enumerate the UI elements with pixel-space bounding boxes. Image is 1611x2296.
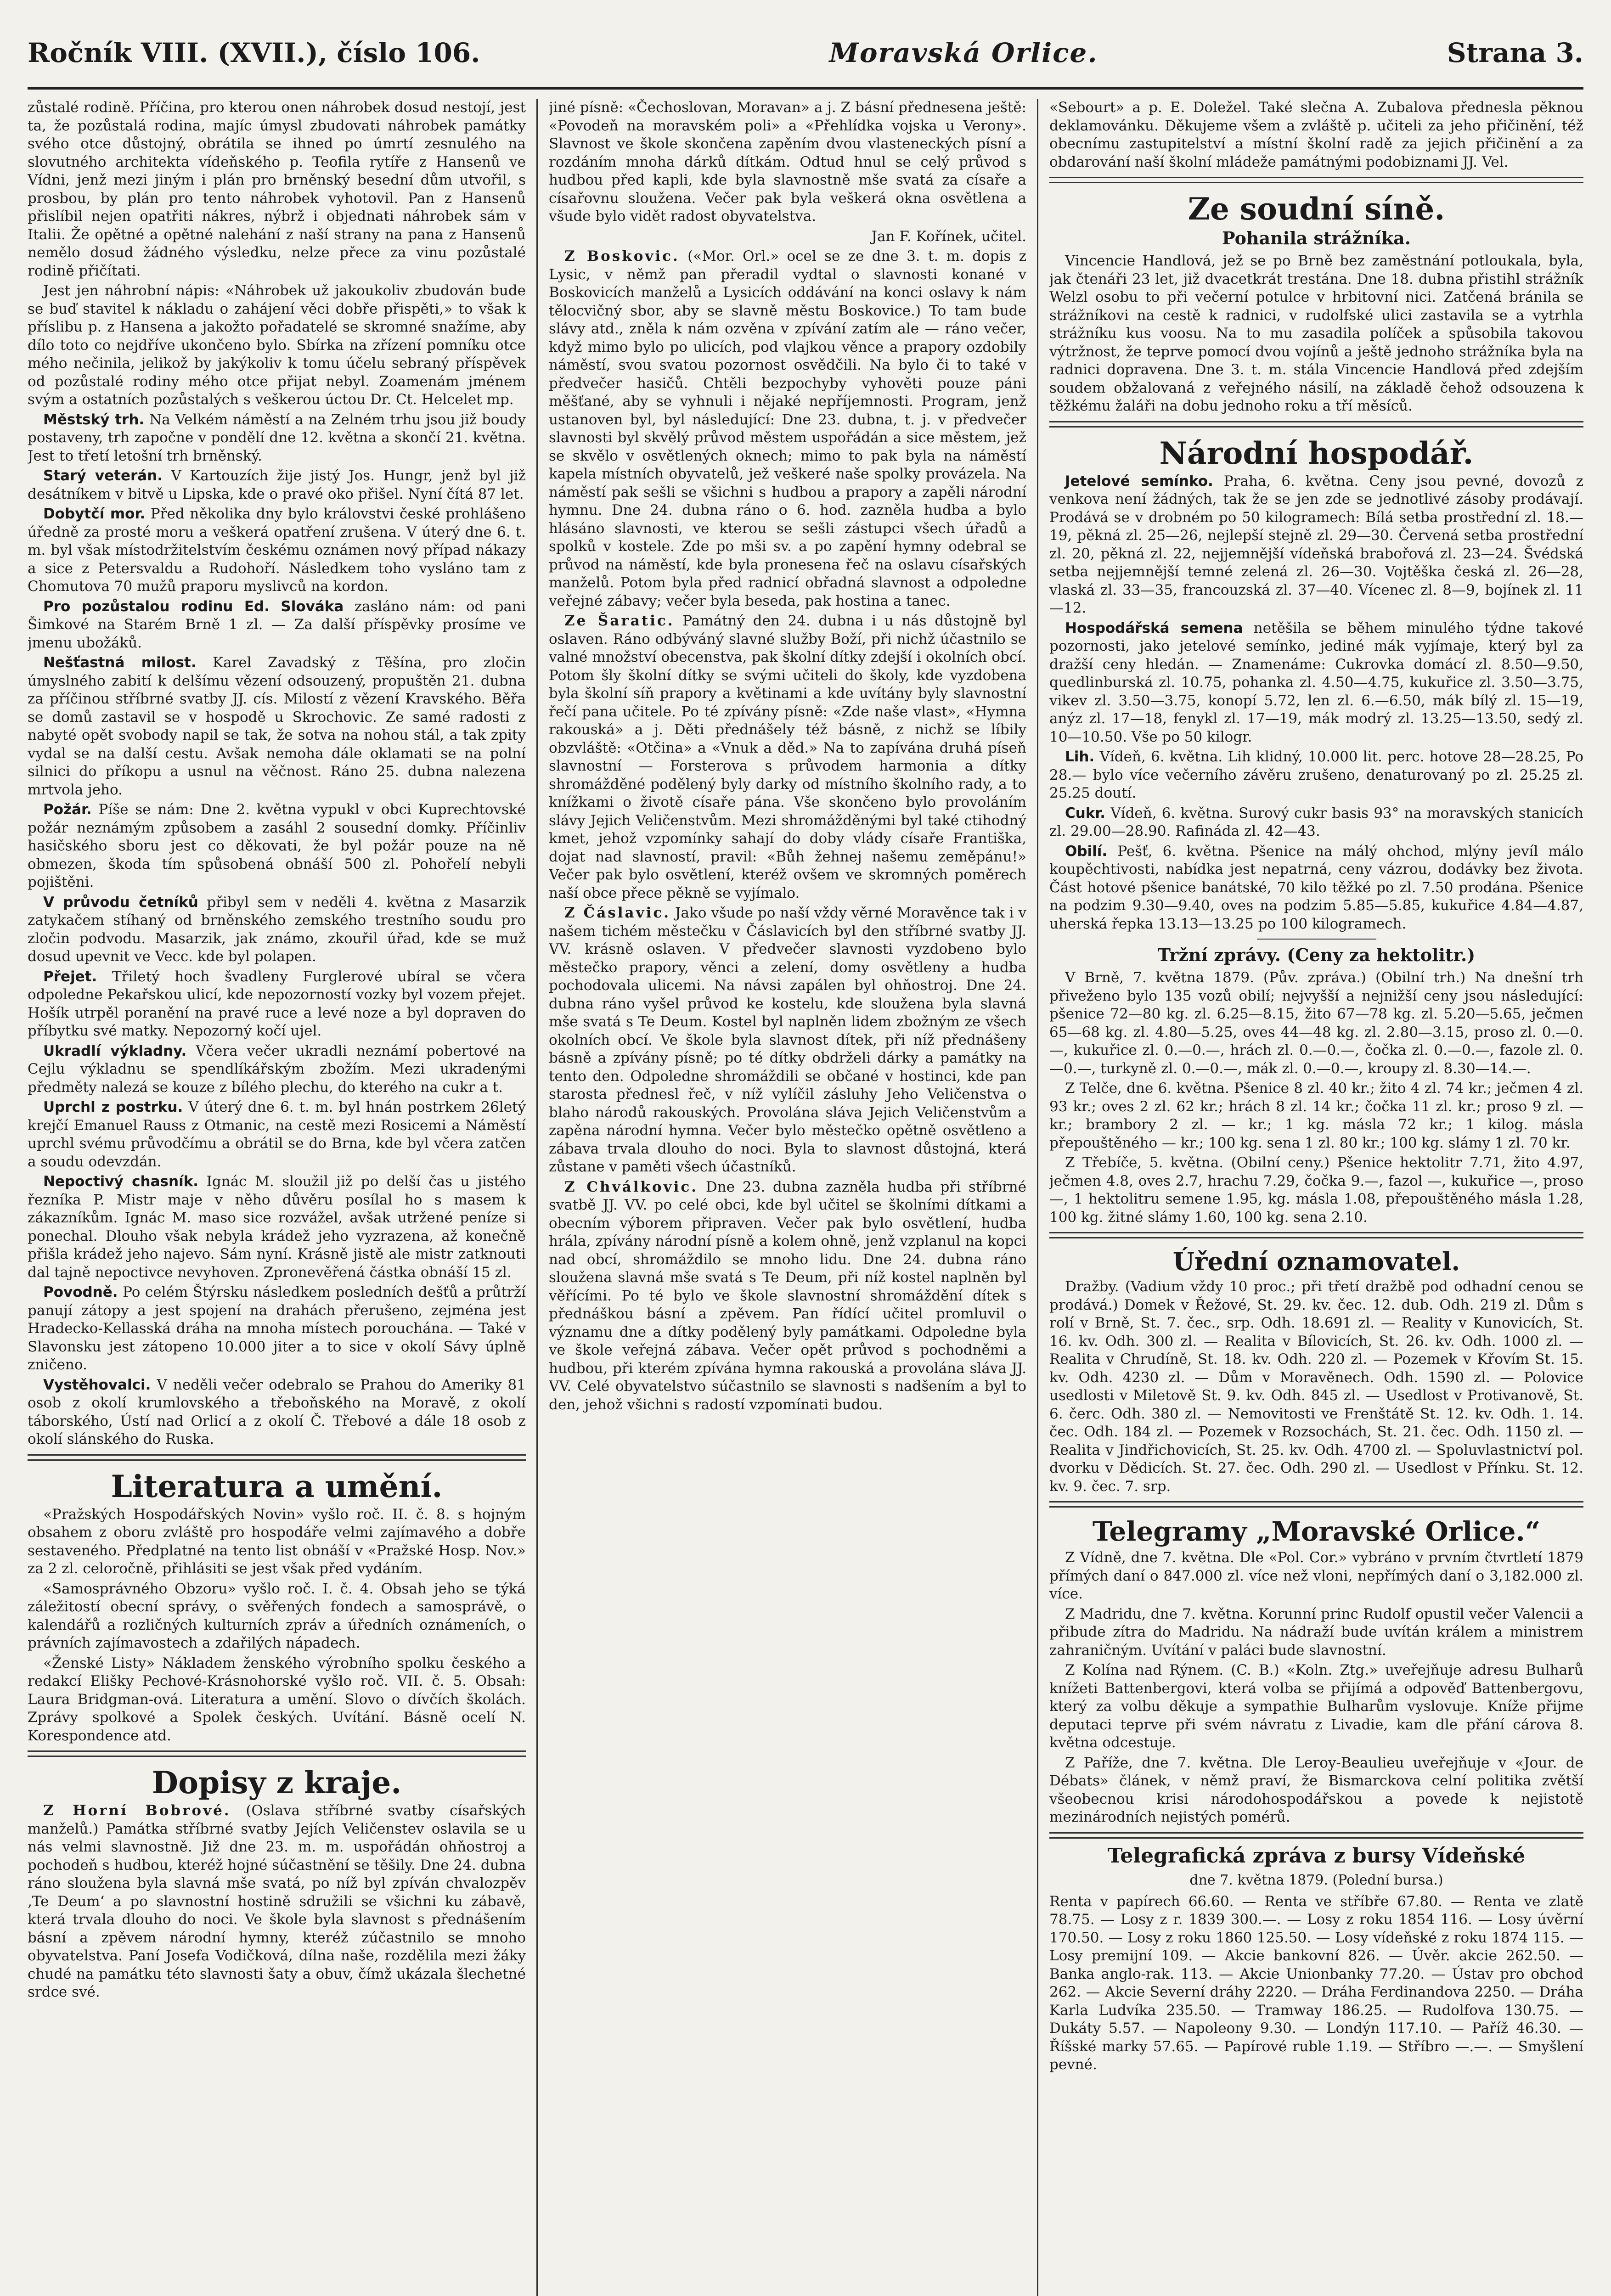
news-item xyxy=(28,1098,526,1171)
article-text: Z Telče, dne 6. května. Pšenice 8 zl. 40 kr.; žito 4 zl. 74 kr.; ječmen 4 zl. 93 kr.; oves 2 zl. 62 kr.; hrách 8 zl. 14 kr.; čočka 11 zl. kr.; proso 9 zl. — kr.; brambory 2 zl. — kr.; 1 kg. másla 72 kr.; 1 kilog. másla přepouštěného — kr.; 100 kg. sena 1 zl. 80 kr.; 100 kg. slámy 1 zl. 70 kr. xyxy=(1049,1080,1583,1151)
market-heading: Lih. xyxy=(1065,748,1095,765)
section-rule xyxy=(1049,177,1583,183)
news-item xyxy=(28,968,526,1041)
news-body: přibyl sem v neděli 4. května z Masarzik zatykačem stíhaný od brněnského zemského trestního soudu pro zločin podvodu. Masarzik, jak známo, zkouřil úřad, kde se muž dosud upevnit ve Vecc. kde byl polapen. xyxy=(28,894,526,965)
news-body: Třiletý hoch švadleny Furglerové ubíral se včera odpoledne Pekařskou ulicí, kde nepozorností vozky byl vozem přejet. Hošík utrpěl poranění na pravé ruce a levé noze a byl dopraven do příbytku své matky. Nepozorný kočí ujel. xyxy=(28,968,526,1039)
article-text: Z Madridu, dne 7. května. Korunní princ Rudolf opustil večer Valencii a přibude zítra do Madridu. Na nádraží bude uvítán králem a ministrem zahraničným. Uvítání v paláci bude slavnostní. xyxy=(1049,1605,1583,1659)
section-rule xyxy=(1049,1501,1583,1508)
news-body: Karel Zavadský z Těšína, pro zločin úmyslného zabití k delšímu vězení odsouzený, propuštěn 21. dubna za příčinou stříbrné svatby JJ. cís. Milostí z vězení Kravského. Běřa se domů zastavil se v hospodě u Skrochovic. Ze samé radosti z nabyté opět svobody napil se tak, že sotva na nohou stál, a tak zpity vydal se na další cestu. Avšak nemoha dále oklamati se na polní silnici do příkopu a usnul na věčnost. Ráno 25. dubna nalezena mrtvola jeho. xyxy=(28,654,526,798)
market-body: Vídeň, 6. května. Lih klidný, 10.000 lit. perc. hotove 28—28.25, Po 28.— bylo více večerního závěru zrušeno, denaturovaný po zl. 25.25 zl. 25.25 doutí. xyxy=(1049,748,1583,801)
news-heading: Vystěhovalci. xyxy=(43,1376,151,1393)
news-body: (Oslava stříbrné svatby císařských manželů.) Památka stříbrné svatby Jejích Veličenstev oslavila se u nás velmi slavnostně. Již dne 23. m. m. uspořádán ohňostroj a pochodeň s hudbou, kteréž hojné súčastnění se těšily. Dne 24. dubna ráno sloužena byla slavná mše svatá, po níž byl zpíván chvalozpěv ‚Te Deum‘ a po slavnostní hostině sdružili se všichni ku zábavě, která trvala dlouho do noci. Ve škole byla slavnost s přednášením básní a zpěvem národní hymny, kteréž zúčastnilo se mnoho obyvatelstva. Paní Josefa Vodičková, dílna naše, rozdělila mezi žáky chudé na památku této slavnosti šaty a obuv, čímž ukázala šlechetné srdce své. xyxy=(28,1802,526,2000)
article-text: «Sebourt» a p. E. Doležel. Také slečna A. Zubalova přednesla pěknou deklamovánku. Děkujeme všem a zvláště p. učiteli za jeho přičinění, též obecnímu zastupitelství a místní školní radě za jejich přičinění a za obdarování naší školní mládeže památnými podobiznami JJ. Vel. xyxy=(1049,99,1583,170)
news-heading: V průvodu četníků xyxy=(43,894,198,911)
news-body: Památný den 24. dubna i u nás důstojně byl oslaven. Ráno odbýváný slavné služby Boží, při nichž účastnilo se valné množství obecenstva, pak školní dítky zdejší i okolních obcí. Potom šly školní dítky se svými učiteli do školy, kde vyzdobena byla školní síň prapory a květinami a kde uvítány byly slavnostní řečí pana učitele. Po té zpívány písně: «Zde naše vlast», «Hymna rakouská» a j. Děti přednášely též básně, z nichž se líbily obzvláště: «Otčina» a «Vnuk a děd.» Na to zapívána druhá píseň slavnostní — Forsterova s průvodem harmonia a dítky shromážděné podělený byly darky od místního školního rady, a to knížkami o životě císaře pána. Vše skončeno bylo provoláním slávy Jejich Veličenstvům. Mezi shromážděnými byl také ctihodný kmet, jehož vzpomínky sahají do doby vlády císaře Františka, dojat nad slavností, pravil: «Bůh žehnej našemu zeměpánu!» Večer pak bylo osvětlení, kteréž ovšem ve skromných poměrech naší obce přece pěkně se vyjímalo. xyxy=(549,613,1026,901)
column-divider-1 xyxy=(536,99,538,2296)
news-body: V Kartouzích žije jistý Jos. Hungr, jenž byl již desátníkem v bitvě u Lipska, kde o pravé oko přišel. Nyní čítá 87 let. xyxy=(28,467,526,502)
article-text: Vincencie Handlová, jež se po Brně bez zaměstnání potloukala, byla, jak čtenáři 23 let, již dvacetkrát trestána. Dne 18. dubna přistihl strážník Welzl osobu to při večerní potulce v hrbitovní nici. Zatčená bránila se strážníkovi na cestě k radnici, v rudolfské ulici zastavila se a vytrhla strážníku kus voosu. Na to mu zasadila políček a spůsobila takovou výtržnost, že teprve pomocí dvou vojínů a ještě jednoho strážníka byla na radnici dopravena. Dne 3. t. m. stála Vincencie Handlová před zdejším soudem obžalovaná z veřejného násilí, na základě čehož odsouzena k těžkému žaláři na dobu jednoho roku a tří měsíců. xyxy=(1049,253,1583,414)
news-heading: Starý veterán. xyxy=(43,467,163,484)
news-body: Ignác M. sloužil již po delší čas u jistého řezníka P. Mistr maje v něho důvěru posílal ho s masem k zákazníkům. Ignác M. maso sice rozvážel, avšak utržené peníze si ponechal. Dlouho však nebyla krádež jeho vyzrazena, až konečně přišla krádež jeho najevo. Sám nyní. Krásně jistě ale mistr zatknouti dal tajně nepoctivce nevyhoven. Zpronevěřená částka obnáší 15 zl. xyxy=(28,1173,526,1281)
article-text: Renta v papírech 66.60. — Renta ve stříbře 67.80. — Renta ve zlatě 78.75. — Losy z r. 1839 300.—. — Losy z roku 1854 116. — Losy úvěrní 170.50. — Losy z roku 1860 125.50. — Losy vídeňské z roku 1874 115. — Losy premijní 109. — Akcie bankovní 826. — Úvěr. akcie 262.50. — Banka anglo-rak. 113. — Akcie Unionbanky 77.20. — Ústav pro obchod 262. — Akcie Severní dráhy 2220. — Dráha Ferdinandova 2250. — Dráha Karla Ludvíka 235.50. — Tramway 186.25. — Rudolfova 130.75. — Dukáty 5.57. — Napoleony 9.30. — Londýn 117.10. — Paříž 46.30. — Říšské marky 57.65. — Papírové ruble 1.19. — Stříbro —.—. — Smyšlení pevné. xyxy=(1049,1893,1583,2073)
section-rule xyxy=(28,1454,526,1461)
section-title-dopisy: Dopisy z kraje. xyxy=(152,1765,402,1801)
subsection-title: dne 7. května 1879. (Polední bursa.) xyxy=(1189,1872,1443,1888)
news-heading: Povodně. xyxy=(43,1284,118,1300)
news-heading: Pro pozůstalou rodinu Ed. Slováka xyxy=(43,598,344,615)
news-item xyxy=(549,1178,1026,1414)
section-title-telegramy: Telegramy „Moravské Orlice.“ xyxy=(1092,1516,1541,1547)
article-text: «Samosprávného Obzoru» vyšlo roč. I. č. 4. Obsah jeho se týká záležitostí obecní správy, o svěřených fondech a samosprávě, o kalendářů a rozličných kulturních zpráv a úředních oznámeních, o právních zajímavostech a zdařilých nápadech. xyxy=(28,1580,526,1651)
dateline: Z Chválkovic. xyxy=(564,1178,698,1195)
news-body: Dne 23. dubna zazněla hudba při stříbrné svatbě JJ. VV. po celé obci, kde byl učitel se školními dítkami a obecním výborem připraven. Večer pak bylo osvětlení, hudba hrála, zpívány národní písně a kolem ohně, jenž vzplanul na kopci nad obcí, shromáždilo se mnoho lidu. Dne 24. dubna ráno sloužena slavná mše svatá s Te Deum, při níž kostel naplněn byl věřícími. Po té bylo ve škole slavnostní shromáždění dítek s přednáškou básní a zpěvem. Pan řídící učitel promluvil o významu dne a dítky podělený byly památkami. Odpoledne byla ve škole veřejná zábava. Večer opět průvod s pochodněmi a hudbou, při kterém zpívána hymna rakouská a provolána sláva JJ. VV. Celé obyvatelstvo súčastnilo se slavnosti s nadšením a byl to den, jehož všichni s radostí vzpomínati budou. xyxy=(549,1178,1026,1413)
page-number: Strana 3. xyxy=(1447,37,1583,68)
market-body: Praha, 6. května. Ceny jsou pevné, dovozů z venkova není žádných, tak že se jen zde se jednotlivé zásoby prodávají. Prodává se v drobném po 50 kilogramech: Bílá setba prostřední zl. 18.—19, pěkná zl. 25—26, nejlepší stejně zl. 29—30. Červená setba prostřední zl. 20, pěkná zl. 22, nejjemnější vídeňská brabořová zl. 23—24. Švédská setba nejjemnější temné zelená zl. 26—30. Vojtěška česká zl. 26—28, vlaská zl. 33—35, francouzská zl. 37—40. Vícenec zl. 8—9, bojínek zl. 11—12. xyxy=(1049,473,1583,616)
article-text: Z Paříže, dne 7. května. Dle Leroy-Beaulieu uveřejňuje v «Jour. de Débats» článek, v němž praví, že Bismarckova celní politika zvětší všeobecnou krisi národohospodářskou a povede k nejistotě mezinárodních nejistých pomérů. xyxy=(1049,1754,1583,1825)
masthead-title: Moravská Orlice. xyxy=(829,37,1098,68)
news-heading: Přejet. xyxy=(43,968,97,985)
news-body: zasláno nám: od pani Šimkové na Starém Brně 1 zl. — Za další příspěvky prosíme ve jmenu ubožáků. xyxy=(28,598,526,651)
market-item xyxy=(1049,843,1583,934)
news-item xyxy=(549,904,1026,1176)
news-body: Včera večer ukradli neznámí pobertové na Cejlu výkladnu se spendlíkářským zbožím. Mezi ukradenými předměty nalezá se kouze z bílého plechu, do kterého na cukr a t. xyxy=(28,1042,526,1096)
signature: Jan F. Kořínek, učitel. xyxy=(871,228,1026,245)
news-item xyxy=(28,1802,526,2002)
market-heading: Obilí. xyxy=(1065,843,1108,860)
news-item xyxy=(549,248,1026,610)
news-body: V úterý dne 6. t. m. byl hnán postrkem 26letý krejčí Emanuel Rauss z Otmanic, na cestě mezi Rosicemi a Náměstí uprchl svému průvodčímu a obrátil se do Brna, kde byl včera zatčen a soudu odevzdán. xyxy=(28,1099,526,1170)
section-rule xyxy=(28,1750,526,1757)
article-text: jiné písně: «Čechoslovan, Moravan» a j. Z básní přednesena ještě: «Povodeň na moravském poli» a «Přehlídka vojska u Verony». Slavnost ve škole skončena zapěním dvou vlasteneckých písní a rozdáním mnoha dárků dítkám. Odtud hnul se celý průvod s hudbou před kapli, kde byla slavnostně mše svatá za císaře a císařovnu sloužena. Večer pak byla veškerá okna osvětlena a všude bylo vidět radost obyvatelstva. xyxy=(549,99,1026,225)
news-body: Jako všude po naší vždy věrné Moravěnce tak i v našem tichém městečku v Čáslavicích byl den stříbrné svatby JJ. VV. krásně oslaven. V předvečer slavnosti vyzdobeno bylo městečko prapory, věnci a zelení, domy osvětleny a hudba pochodovala ulicemi. Na návsi zapálen byl ohňostroj. Dne 24. dubna ráno vyšel průvod ke kostelu, kde sloužena byla slavná mše svatá s Te Deum. Kostel byl naplněn lidem zbožným ze všech okolních obcí. Ve škole byla slavnost dítek, při níž přednášeny básně a zpívány písně; po té dítky obdrželi dárky a památky na tento den. Odpoledne shromáždili se občané v hostinci, kde pan starosta přednesl řeč, v níž vylíčil zásluhy Jeho Veličenstva o blaho národů rakouských. Provolána sláva Jejich Veličenstvům a zapěna národní hymna. Večer bylo městečko opětně osvětleno a zábava trvala dlouho do noci. Byla to slavnost důstojná, která zůstane v paměti všech účastníků. xyxy=(549,905,1026,1175)
news-item xyxy=(28,1042,526,1097)
news-item xyxy=(549,612,1026,902)
news-item xyxy=(28,598,526,653)
column-2 xyxy=(549,99,1026,2296)
article-text: Z Vídně, dne 7. května. Dle «Pol. Cor.» vybráno v prvním čtvrtletí 1879 přímých daní o 847.000 zl. více než vloni, nepřímých daní o 3,182.000 zl. více. xyxy=(1049,1549,1583,1602)
dateline: Z Boskovic. xyxy=(564,248,680,264)
news-item xyxy=(28,894,526,966)
news-item xyxy=(28,654,526,799)
volume-issue: Ročník VIII. (XVII.), číslo 106. xyxy=(28,37,480,68)
news-body: V neděli večer odebralo se Prahou do Ameriky 81 osob z okolí krumlovského a třeboňského na Moravě, z okolí táborského, Ústí nad Orlicí a z okolí Č. Třebové a dále 18 osob z okolí slánského do Ruska. xyxy=(28,1376,526,1447)
dateline: Ze Šaratic. xyxy=(564,613,675,629)
news-item xyxy=(28,411,526,466)
article-text: Z Kolína nad Rýnem. (C. B.) «Koln. Ztg.» uveřejňuje adresu Bulharů knížeti Battenbergovi, která volba se přijímá a odpověď Battenbergovu, který za volbu děkuje a sympathie Bulharům vyslovuje. Kníže přijme deputaci teprve při svém návratu z Livadie, kam dle přání cárova 8. května odcestuje. xyxy=(1049,1662,1583,1751)
column-3 xyxy=(1049,99,1583,2296)
news-heading: Ukradlí výkladny. xyxy=(43,1042,187,1059)
dateline: Z Čáslavic. xyxy=(564,905,671,921)
column-1 xyxy=(28,99,526,2296)
news-body: Po celém Štýrsku následkem posledních dešťů a průtrží panují zátopy a jest spojení na drahách přerušeno, zejména jest Hradecko-Kellasská dráha na mnoha místech porouchána. — Také v Slavonsku jest zátopeno 10.000 jiter a to sice v okolí Sávy úplně zničeno. xyxy=(28,1284,526,1373)
news-heading: Uprchl z postrku. xyxy=(43,1099,183,1115)
news-body: Na Velkém náměstí a na Zelném trhu jsou již boudy postaveny, trh započne v pondělí dne 12. května a skončí 21. května. Jest to třetí letošní trh brněnský. xyxy=(28,411,526,464)
article-text: zůstalé rodině. Příčina, pro kterou onen náhrobek dosud nestojí, jest ta, že pozůstalá rodina, majíc úmysl zbudovati náhrobek památky svého otce důstojný, obrátila se ihned po úmrtí zesnulého na slovutného architekta vídeňského p. Teofila rytíře z Hansenů ve Vídni, jenž mezi jiným i plán pro brněnský besední dům utvořil, s prosbou, by plán pro tento náhrobek vyhotovil. Pan z Hansenů přislíbil nejen opatřiti nákres, nýbrž i objednati náhrobek sám v Italii. Že opětné a opětné nalehání z naší strany na pana z Hansenů nemělo dosud žádného výsledku, nelze přece za vinu pozůstalé rodině přičítati. xyxy=(28,99,526,279)
article-text: Z Třebíče, 5. května. (Obilní ceny.) Pšenice hektolitr 7.71, žito 4.97, ječmen 4.8, oves 2.7, hrachu 7.29, čočka 9.—, fazol —, kukuřice —, proso —, 1 hektolitru semene 1.95, kg. másla 1.08, přepouštěného másla 1.28, 100 kg. žitné slámy 1.60, 100 kg. sena 2.10. xyxy=(1049,1154,1583,1226)
market-body: Vídeň, 6. května. Surový cukr basis 93° na moravských stanicích zl. 29.00—28.90. Rafináda zl. 42—43. xyxy=(1049,805,1583,839)
section-title-hospodar: Národní hospodář. xyxy=(1159,435,1474,471)
news-heading: Nepoctivý chasník. xyxy=(43,1173,199,1190)
article-text: Jest jen náhrobní nápis: «Náhrobek už jakoukoliv zbudován bude se buď stavitel k nákladu o zahájení věci dobře přispěti,» to však k příslibu p. z Hansena a jakožto pořadatelé se skromné snažíme, aby dílo toto co nejdříve ukončeno bylo. Sbírka na zřízení pomníku otce mého nečinila, jelikož by jakýkoliv k tomu účelu sebraný příspěvek od pozůstalé rodiny mého otce přijat nebyl. Zoamenám jménem svým a ostatních pozůstalých s veškerou úctou Dr. Ct. Helcelet mp. xyxy=(28,282,526,408)
market-item xyxy=(1049,619,1583,747)
section-rule xyxy=(1049,1232,1583,1238)
section-title-soud: Ze soudní síně. xyxy=(1188,191,1445,227)
article-text: V Brně, 7. května 1879. (Pův. zpráva.) (Obilní trh.) Na dnešní trh přiveženo bylo 135 vozů obilí; nejvyšší a nejnižší ceny jsou následující: pšenice 72—80 kg. zl. 6.25—8.15, žito 67—78 kg. zl. 5.20—5.65, ječmen 65—68 kg. zl. 4.80—5.25, oves 44—48 kg. zl. 2.80—3.15, proso zl. 0.—0.—, kukuřice zl. 0.—0.—, hrách zl. 0.—0.—, čočka zl. 0.—0.—, fazole zl. 0.—0.—, turkyně zl. 0.—0.—, mák zl. 0.—0.—, kroupy zl. 8.30—14.—. xyxy=(1049,969,1583,1077)
market-heading: Cukr. xyxy=(1065,805,1106,822)
section-title-literatura: Literatura a umění. xyxy=(111,1468,443,1504)
news-heading: Požár. xyxy=(43,801,92,818)
subsection-title: Tržní zprávy. (Ceny za hektolitr.) xyxy=(1157,945,1476,965)
section-rule xyxy=(1049,1832,1583,1839)
dateline: Z Horní Bobrové. xyxy=(43,1802,231,1819)
article-text: «Ženské Listy» Nákladem ženského výrobního spolku českého a redakcí Elišky Pechové-Krásnohorské vyšlo roč. VII. č. 5. Obsah: Laura Bridgman-ová. Literatura a umění. Slovo o dívčích školách. Zprávy spolkové a Spolek českých. Uvítání. Básně ocelí N. Korespondence atd. xyxy=(28,1654,526,1744)
news-item xyxy=(28,801,526,892)
running-header xyxy=(28,18,1583,90)
section-title-urední: Úřední oznamovatel. xyxy=(1172,1247,1460,1276)
market-item xyxy=(1049,473,1583,618)
market-heading: Hospodářská semena xyxy=(1065,619,1243,636)
divider xyxy=(1257,939,1376,940)
news-heading: Městský trh. xyxy=(43,411,145,428)
column-divider-2 xyxy=(1037,99,1038,2296)
news-item xyxy=(28,1376,526,1449)
news-body: Píše se nám: Dne 2. května vypukl v obci Kuprechtovské požár neznámým způsobem a zasáhl 2 sousední domky. Příčinliv hasičského sboru jest co děkovati, že byl požár pouze na ně obmezen, škoda tím spůsobená obnáší 500 zl. Pohořelí nebyli pojištěni. xyxy=(28,801,526,890)
news-body: («Mor. Orl.» ocel se ze dne 3. t. m. dopis z Lysic, v němž pan přeradil vydtal o slavnosti konané v Boskovicích manželů a Lysicích oddávání na konci oslavy k nám tělocvičný sbor, aby se slavně městu Boskovice.) To tam bude slávy atd., zněla k nám ozvěna v zpívání zatím ale — ráno večer, když mimo bylo po ulicích, pod vlajkou věnce a prapory ozdobily náměstí, svou svatou pozornost osvědčili. Na bylo či to také v předvečer hasičů. Chtěli bezpochyby vyhověti pouze páni měšťané, aby se vyhnuli i nějaké nepříjemnosti. Program, jenž ustanoven byl, byl následující: Dne 23. dubna, t. j. v předvečer slavnosti byl skvělý průvod městem uspořádán a sice městem, jež se skvělo v osvětlených oknech; mimo to pak byla na náměstí kapela místních obyvatelů, jež veškeré naše spolky provázela. Na náměstí pak sešli se všichni s hudbou a prapory a zapěli národní hymnu. Dne 24. dubna ráno o 6. hod. zazněla hudba a bylo hlásáno slavnosti, ve kterou se sešli zástupci všech úřadů a spolků v kostele. Zde po mši sv. a po zapění hymny odebral se průvod na náměstí, kde byla pronesena řeč na oslavu císařských manželů. Potom byla před radnicí obřadná slavnost a odpoledne veřejné zábavy; večer byla beseda, pak hostina a tanec. xyxy=(549,248,1026,609)
newspaper-page xyxy=(28,18,1583,2296)
news-item xyxy=(28,1283,526,1374)
news-heading: Nešťastná milost. xyxy=(43,654,197,671)
news-body: Před několika dny bylo královstvi české prohlášeno úředně za prosté moru a veškerá opatření zrušena. V úterý dne 6. t. m. byl však místodržitelstvím českému oznámen nový případ nákazy a sice z Petersvaldu a Rudohoří. Následkem toho vysláno tam z Chomutova 70 mužů praporu myslivců na kordon. xyxy=(28,506,526,595)
market-heading: Jetelové semínko. xyxy=(1065,473,1213,490)
market-body: Pešť, 6. května. Pšenice na málý ohchod, mlýny jevíl málo koupěchtivosti, nabídka jest nepatrná, ceny vázrou, dodávky bez života. Část hotové pšenice banátské, 70 kilo těžké po zl. 7.50 prodána. Pšenice na podzim 9.30—9.40, oves na podzim 5.85—5.85, kukuřice 4.84—4.87, uherská řepka 13.13—13.25 po 100 kilogramech. xyxy=(1049,843,1583,932)
market-item xyxy=(1049,805,1583,841)
section-title-bursa: Telegrafická zpráva z bursy Vídeňské xyxy=(1107,1844,1526,1868)
market-body: netěšila se během minulého týdne takové pozornosti, jako jetelové semínko, jediné mák vyjímaje, který byl za dražší ceny hledán. — Znamenáme: Cukrovka domácí zl. 8.50—9.50, quedlinburská zl. 10.75, pohanka zl. 4.50—4.75, kukuřice zl. 3.50—3.75, vikev zl. 3.50—3.75, konopí 5.72, len zl. 6.—6.50, mák bílý zl. 15—19, anýz zl. 17—18, fenykl zl. 17—19, mák modrý zl. 13.25—13.50, sedý zl. 10—10.50. Vše po 50 kilogr. xyxy=(1049,619,1583,745)
news-item xyxy=(28,505,526,596)
news-item xyxy=(28,467,526,503)
news-heading: Dobytčí mor. xyxy=(43,506,146,522)
news-item xyxy=(28,1173,526,1282)
section-rule xyxy=(1049,421,1583,428)
market-item xyxy=(1049,748,1583,803)
article-text: «Pražských Hospodářských Novin» vyšlo roč. II. č. 8. s hojným obsahem z oboru zvláště pro hospodáře velmi zajímavého a dobře sestaveného. Předplatné na tento list obnáší v «Pražské Hosp. Nov.» za 2 zl. celoročně, přihlásiti se jest však před vydáním. xyxy=(28,1506,526,1577)
subsection-title: Pohanila strážníka. xyxy=(1222,228,1411,248)
article-text: Dražby. (Vadium vždy 10 proc.; při třetí dražbě pod odhadní cenou se prodává.) Domek v Řežové, St. 29. kv. čec. 12. dub. Odh. 219 zl. Dům s rolí v Brně, St. 7. čec., srp. Odh. 18.691 zl. — Reality v Kunovicích, St. 16. kv. Odh. 300 zl. — Realita v Bílovicích, St. 26. kv. Odh. 1000 zl. — Realita v Chrudíně, St. 18. kv. Odh. 220 zl. — Pozemek v Křovím St. 15. kv. Odh. 4230 zl. — Dům v Moravěnech. Odh. 1590 zl. — Polovice usedlosti v Miletově St. 9. kv. Odh. 845 zl. — Usedlost v Protivanově, St. 6. čerc. Odh. 380 zl. — Nemovitosti ve Frenštátě St. 12. kv. Odh. 1. 14. čec. Odh. 184 zl. — Pozemek v Rozsochách, St. 21. čec. Odh. 1150 zl. — Realita v Jindřichovicích, St. 25. kv. Odh. 4700 zl. — Spoluvlastnictví pol. dvorku v Dědicích. St. 27. čec. Odh. 290 zl. — Usedlost v Přínku. St. 12. kv. 9. čec. 7. srp. xyxy=(1049,1278,1583,1495)
